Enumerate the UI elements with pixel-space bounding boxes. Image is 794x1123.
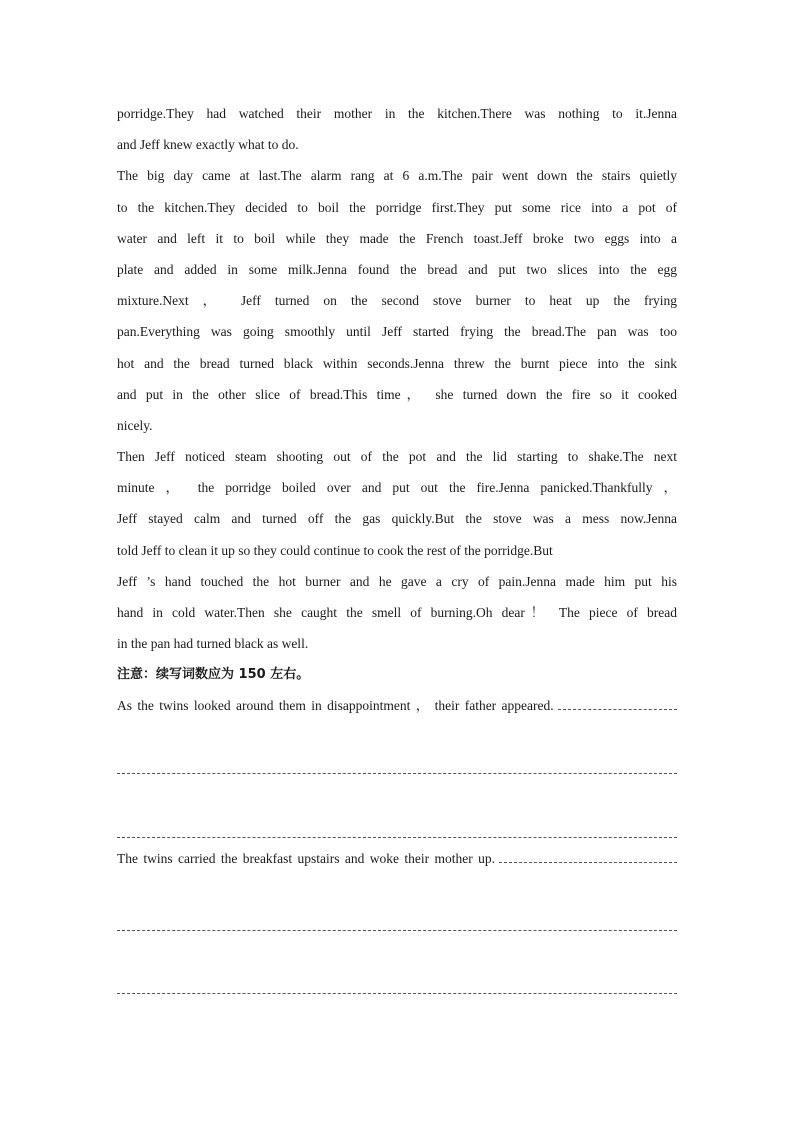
answer-blank[interactable] (499, 850, 677, 863)
passage-line: The big day came at last.The alarm rang at 6 a.m.The pair went down the stairs quietly (117, 168, 677, 184)
continuation-prompt-1 (117, 694, 677, 714)
passage-line: pan.Everything was going smoothly until Jeff started frying the bread.The pan was too (117, 324, 677, 340)
passage-line: mixture.Next ， Jeff turned on the second stove burner to heat up the frying (117, 293, 677, 309)
passage-line: water and left it to boil while they made the French toast.Jeff broke two eggs into a (117, 230, 677, 246)
passage-line: and put in the other slice of bread.This time， she turned down the fire so it cooked (117, 386, 677, 402)
answer-line[interactable] (117, 773, 677, 774)
passage-line: and Jeff knew exactly what to do. (117, 137, 299, 153)
continuation-prompt-2 (117, 850, 677, 867)
answer-line[interactable] (117, 993, 677, 994)
passage-line: in the pan had turned black as well. (117, 636, 309, 652)
passage-line: Then Jeff noticed steam shooting out of the pot and the lid starting to shake.The next (117, 449, 677, 465)
answer-blank[interactable] (558, 697, 677, 710)
passage-line: porridge.They had watched their mother in the kitchen.There was nothing to it.Jenna (117, 106, 677, 121)
passage-line: hand in cold water.Then she caught the smell of burning.Oh dear！ The piece of bread (117, 605, 677, 620)
prompt-2-text: The twins carried the breakfast upstairs and woke their mother up. (117, 851, 496, 866)
passage-line: told Jeff to clean it up so they could continue to cook the rest of the porridge.But (117, 542, 553, 558)
passage-line: hot and the bread turned black within seconds.Jenna threw the burnt piece into the sink (117, 355, 677, 371)
passage-line: plate and added in some milk.Jenna found the bread and put two slices into the egg (117, 261, 677, 277)
story-passage (117, 98, 677, 659)
passage-line: to the kitchen.They decided to boil the porridge first.They put some rice into a pot of (117, 199, 677, 215)
answer-line[interactable] (117, 930, 677, 931)
passage-line: Jeff stayed calm and turned off the gas quickly.But the stove was a mess now.Jenna (117, 511, 677, 527)
passage-line: minute ， the porridge boiled over and put out the fire.Jenna panicked.Thankfully ， (117, 480, 677, 496)
word-count-note: 注意：续写词数应为 150 左右。 (117, 667, 310, 682)
answer-line[interactable] (117, 837, 677, 838)
prompt-1-text: As the twins looked around them in disappointment ， their father appeared. (117, 698, 554, 713)
passage-line: nicely. (117, 417, 153, 433)
passage-line: Jeff ’s hand touched the hot burner and he gave a cry of pain.Jenna made him put his (117, 573, 677, 589)
